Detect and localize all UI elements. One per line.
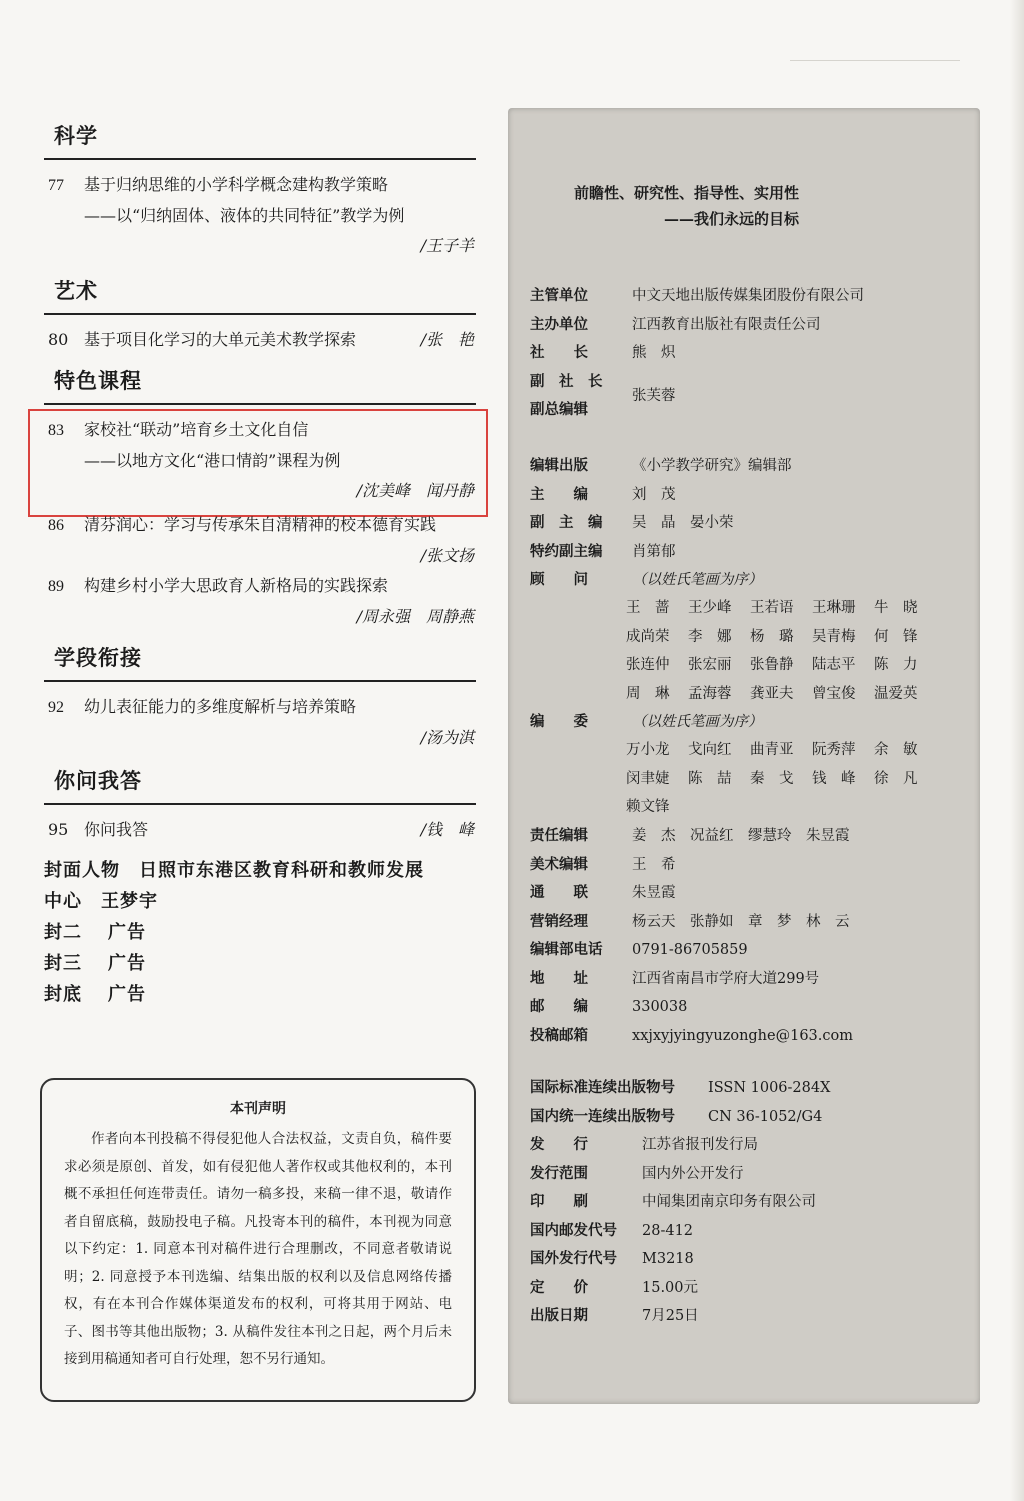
info-row: 国际标准连续出版物号 ISSN 1006-284X [530, 1079, 831, 1096]
toc-entry[interactable] [44, 692, 484, 753]
person-name: 张鲁静 [750, 657, 794, 673]
info-row: 副 主 编 吴 晶 晏小荣 [530, 514, 734, 531]
board-heading [530, 708, 763, 737]
board-names [508, 736, 936, 822]
article-title: 基于归纳思维的小学科学概念建构教学策略 [84, 175, 389, 194]
info-row: 发 行 江苏省报刊发行局 [530, 1136, 758, 1153]
person-name: 杨 璐 [750, 628, 794, 645]
info-row: 国外发行代号 M3218 [530, 1250, 694, 1267]
slogan-line1: 前瞻性、研究性、指导性、实用性 [574, 184, 800, 202]
person-name: 王 蔷 [626, 600, 670, 616]
info-row: 国内统一连续出版物号 CN 36-1052/G4 [530, 1107, 823, 1125]
person-name: 徐 凡 [874, 770, 918, 787]
article-author: /张文扬 [420, 546, 474, 565]
person-name: 闵聿婕 [626, 770, 670, 787]
info-row: 责任编辑 姜 杰 况益红 缪慧玲 朱昱霞 [530, 827, 850, 844]
article-author: /汤为淇 [420, 728, 474, 747]
section-rule [44, 313, 476, 315]
page-number: 83 [48, 422, 64, 439]
person-name: 王若语 [750, 600, 794, 616]
person-name: 何 锋 [874, 628, 918, 645]
person-name: 陈 力 [874, 657, 918, 673]
person-name: 温爱英 [874, 685, 918, 702]
info-row: 投稿邮箱 xxjxyjyingyuzonghe@163.com [530, 1022, 853, 1051]
notice-title: 本刊声明 [230, 1101, 286, 1117]
article-author: /周永强 周静燕 [356, 607, 474, 626]
article-author: /沈美峰 闻丹静 [356, 481, 474, 500]
toc-entry[interactable] [44, 415, 484, 506]
page-number: 86 [48, 517, 64, 534]
editorial-info [530, 452, 792, 595]
article-author: /王子羊 [420, 236, 474, 255]
cover-credits [44, 855, 484, 1010]
person-name: 赖文锋 [626, 799, 670, 815]
info-row: 通 联 朱昱霞 [530, 884, 676, 901]
page-number: 77 [48, 177, 64, 194]
section-heading: 特色课程 [54, 368, 142, 393]
article-title: 你问我答 [84, 820, 149, 839]
article-title: 构建乡村小学大思政育人新格局的实践探索 [84, 576, 389, 595]
info-row: 定 价 15.00元 [530, 1278, 699, 1296]
info-row: 副总编辑 [530, 401, 588, 418]
toc-entry[interactable] [44, 815, 484, 845]
info-row: 营销经理 杨云天 张静如 章 梦 林 云 [530, 912, 850, 930]
page-number: 80 [48, 330, 69, 349]
section-science [44, 120, 484, 261]
section-heading: 科学 [54, 123, 98, 148]
distribution-info [530, 1074, 830, 1331]
masthead-panel [508, 108, 980, 1404]
person-name: 陆志平 [812, 657, 856, 673]
person-name: 龚亚夫 [750, 685, 794, 702]
info-row: 出版日期 7月25日 [530, 1307, 699, 1324]
back-cover-row [44, 979, 484, 1010]
person-name: 张宏丽 [688, 657, 732, 673]
notice-body: 作者向本刊投稿不得侵犯他人合法权益，文责自负，稿件要求必须是原创、首发，如有侵犯他人著作权或其他权利的，本刊概不承担任何连带责任。请勿一稿多投，来稿一律不退，敬请作者自留底稿，鼓励投电子稿。凡投寄本刊的稿件，本刊视为同意以下约定：1. 同意本刊对稿件进行合理删改，不同意者敬请说明；2. 同意授予本刊选编、结集出版的权利以及信息网络传播权，有在本刊合作媒体渠道发布的权利，可将其用于网站、电子、图书等其他出版物；3. 从稿件发往本刊之日起，两个月后未接到用稿通知者可自行处理，恕不另行通知。 [64, 1131, 452, 1367]
section-rule [44, 803, 476, 805]
section-heading: 艺术 [54, 278, 98, 303]
person-name: 孟海蓉 [688, 685, 732, 702]
cover-2-value: 广告 [108, 922, 146, 943]
info-row: 发行范围 国内外公开发行 [530, 1164, 744, 1182]
article-title: 幼儿表征能力的多维度解析与培养策略 [84, 697, 357, 716]
page-number: 89 [48, 578, 64, 595]
cover-3-row [44, 948, 484, 979]
person-name: 周 琳 [626, 685, 670, 702]
toc-entry[interactable] [44, 170, 484, 261]
advisors-list [508, 594, 936, 708]
info-row: 邮 编 330038 [530, 998, 688, 1015]
info-row: 副 社 长 张芙蓉 [530, 372, 676, 404]
person-name: 王琳珊 [812, 600, 856, 616]
info-row: 主办单位 江西教育出版社有限责任公司 [530, 315, 821, 333]
section-heading: 学段衔接 [54, 645, 142, 670]
person-name: 李 娜 [688, 628, 732, 645]
article-title: 清芬润心：学习与传承朱自清精神的校本德育实践 [84, 515, 437, 534]
cover-2-row [44, 917, 484, 948]
info-row: 编辑部电话 0791-86705859 [530, 941, 748, 958]
publisher-info [530, 282, 864, 425]
person-name: 王少峰 [688, 600, 732, 616]
back-cover-label: 封底 [44, 984, 82, 1005]
board-list [508, 736, 936, 822]
scan-edge [1010, 0, 1024, 1501]
section-art [44, 275, 484, 355]
article-author: /张 艳 [420, 330, 474, 349]
advisor-names [508, 594, 936, 708]
person-name: 陈 喆 [688, 770, 732, 787]
cover-person-line2: 中心 王梦宇 [44, 891, 158, 912]
cover-3-value: 广告 [108, 953, 146, 974]
section-rule [44, 158, 476, 160]
toc-entry[interactable] [44, 325, 484, 355]
section-qa [44, 765, 484, 845]
section-stage-transition [44, 642, 484, 753]
info-row: 编 委 （以姓氏笔画为序） [530, 713, 763, 730]
journal-notice [40, 1078, 476, 1402]
info-row: 国内邮发代号 28-412 [530, 1221, 694, 1239]
info-row: 地 址 江西省南昌市学府大道299号 [530, 969, 820, 987]
info-row: 主 编 刘 茂 [530, 485, 676, 503]
bleed-through-text [526, 154, 566, 203]
section-rule [44, 403, 476, 405]
person-name: 曲青亚 [750, 742, 794, 758]
section-heading: 你问我答 [54, 768, 142, 793]
slogan-line2: ——我们永远的目标 [664, 210, 800, 228]
person-name: 万小龙 [626, 742, 670, 758]
info-row: 印 刷 中闻集团南京印务有限公司 [530, 1193, 816, 1210]
info-row: 特约副主编 肖第郁 [530, 542, 676, 560]
staff-info [530, 822, 853, 1050]
person-name: 曾宝俊 [812, 685, 856, 702]
info-row: 美术编辑 王 希 [530, 855, 676, 873]
info-row: 主管单位 中文天地出版传媒集团股份有限公司 [530, 287, 864, 304]
person-name: 余 敏 [874, 742, 918, 758]
person-name: 阮秀萍 [812, 742, 856, 758]
cover-person-line1: 封面人物 日照市东港区教育科研和教师发展 [44, 860, 424, 881]
person-name: 成尚荣 [626, 628, 670, 645]
article-subtitle: ——以“归纳固体、液体的共同特征”教学为例 [84, 206, 405, 225]
toc-column [44, 120, 484, 1010]
back-cover-value: 广告 [108, 984, 146, 1005]
person-name: 牛 晓 [874, 600, 918, 616]
person-name: 吴青梅 [812, 628, 856, 645]
info-row: 顾 问 （以姓氏笔画为序） [530, 571, 763, 588]
person-name: 戈向红 [688, 742, 732, 758]
slogan [574, 180, 799, 232]
toc-entry[interactable] [44, 510, 484, 571]
submission-email[interactable]: xxjxyjyingyuzonghe@163.com [632, 1027, 853, 1044]
page-number: 95 [48, 820, 69, 839]
info-row: 编辑出版 《小学教学研究》编辑部 [530, 457, 792, 474]
article-title: 家校社“联动”培育乡土文化自信 [84, 420, 309, 439]
section-rule [44, 680, 476, 682]
article-subtitle: ——以地方文化“港口情韵”课程为例 [84, 451, 341, 470]
person-name: 钱 峰 [812, 770, 856, 787]
header-mark [790, 46, 960, 61]
cover-3-label: 封三 [44, 953, 82, 974]
section-featured-courses [44, 365, 484, 632]
toc-entry[interactable] [44, 571, 484, 632]
article-title: 基于项目化学习的大单元美术教学探索 [84, 330, 357, 349]
info-row: 社 长 熊 炽 [530, 344, 676, 361]
person-name: 秦 戈 [750, 770, 794, 787]
cover-2-label: 封二 [44, 922, 82, 943]
article-author: /钱 峰 [420, 820, 474, 839]
person-name: 张连仲 [626, 657, 670, 673]
page-number: 92 [48, 699, 64, 716]
